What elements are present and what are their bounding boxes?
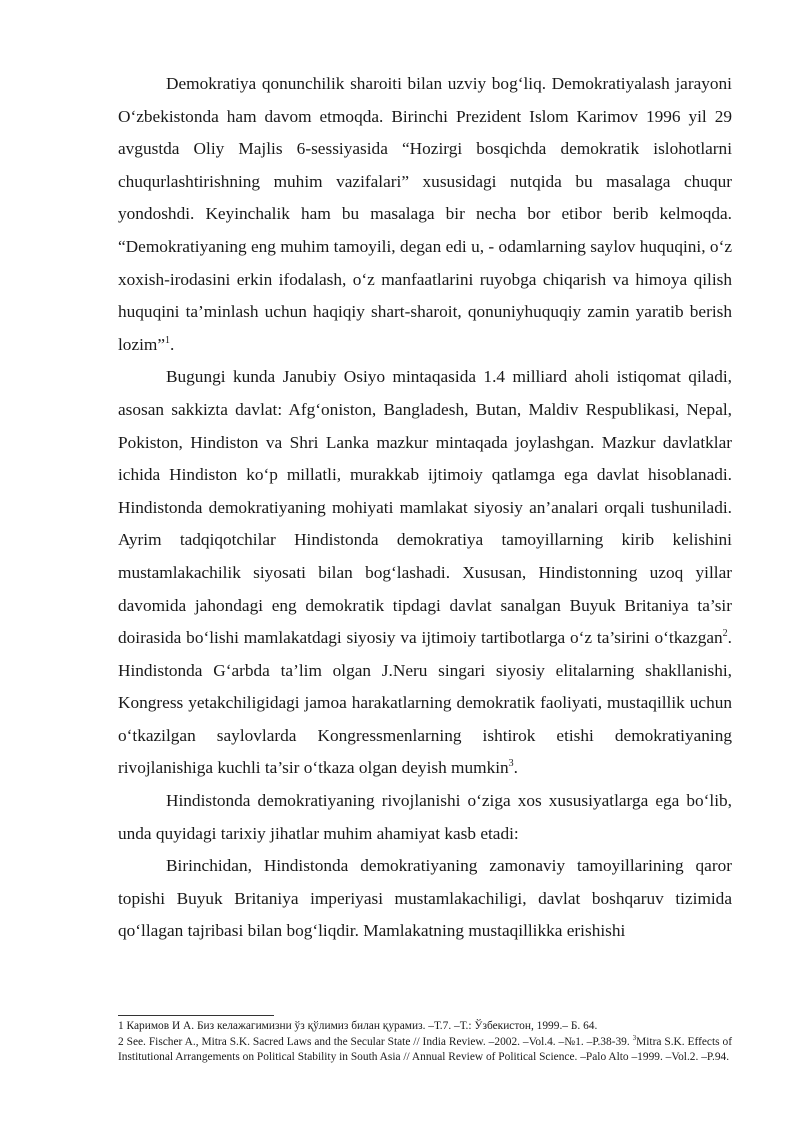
footnote-ref-3[interactable]: 3 [508,758,514,770]
document-body [118,68,732,948]
footnote-1: 1 Каримов И А. Биз келажагимизни ўз қўлимиз билан қурамиз. –Т.7. –Т.: Ўзбекистон, 1999.– Б. 64. [118,1020,598,1032]
paragraph-text: Birinchidan, Hindistonda demokratiyaning zamonaviy tamoyillarining qaror topishi Buyuk Britaniya imperiyasi mustamlakachiligi, davlat boshqaruv tizimida qo‘llagan tajribasi bilan bog‘liqdir. Mamlakatning mustaqillikka erishishi [118,856,732,941]
paragraph-4 [118,850,732,948]
paragraph-text: Bugungi kunda Janubiy Osiyo mintaqasida 1.4 milliard aholi istiqomat qiladi, asosan sakkizta davlat: Afg‘oniston, Bangladesh, Butan, Maldiv Respublikasi, Nepal, Pokiston, Hindiston va Shri Lanka mazkur mintaqada joylashgan. Mazkur davlatklar ichida Hindiston ko‘p millatli, murakkab ijtimoiy qatlamga ega davlat hisoblanadi. Hindistonda demokratiyaning mohiyati mamlakat siyosiy an’analari orqali tushuniladi. Ayrim tadqiqotchilar Hindistonda demokratiya tamoyillarning kirib kelishini mustamlakachilik siyosati bilan bog‘lashadi. Xususan, Hindistonning uzoq yillar davomida jahondagi eng demokratik tipdagi davlat sanalgan Buyuk Britaniya ta’sir doirasida bo‘lishi mamlakatdagi siyosiy va ijtimoiy tartibotlarga o‘z ta’sirini o‘tkazgan [118,367,732,648]
paragraph-tail-2: . [513,758,518,778]
footnote-ref-2[interactable]: 2 [722,628,728,640]
paragraph-tail: . Hindistonda G‘arbda ta’lim olgan J.Neru singari siyosiy elitalarning shakllanishi, Kongress yetakchiligidagi jamoa harakatlarning demokratik faoliyati, mustaqillik uchun o‘tkazilgan saylovlarda Kongressmenlarning ishtirok etishi demokratiyaning rivojlanishiga kuchli ta’sir o‘tkaza olgan deyish mumkin [118,628,732,778]
footnote-ref-1[interactable]: 1 [165,334,171,346]
paragraph-3 [118,785,732,850]
footnote-2: 2 See. Fischer A., Mitra S.K. Sacred Laws and the Secular State // India Review. –2002. –Vol.4. –№1. –P.38-39. [118,1035,633,1048]
paragraph-2 [118,361,732,785]
footnotes [118,1019,732,1066]
paragraph-text: Hindistonda demokratiyaning rivojlanishi o‘ziga xos xususiyatlarga ega bo‘lib, unda quyidagi tarixiy jihatlar muhim ahamiyat kasb etadi: [118,791,732,843]
footnote-divider [118,1015,274,1016]
paragraph-tail: . [170,334,175,354]
paragraph-text: Demokratiya qonunchilik sharoiti bilan uzviy bog‘liq. Demokratiyalash jarayoni O‘zbekistonda ham davom etmoqda. Birinchi Prezident Islom Karimov 1996 yil 29 avgustda Oliy Majlis 6-sessiyasida “Hozirgi bosqichda demokratik islohotlarni chuqurlashtirishning muhim vazifalari” xususidagi nutqida bu masalaga chuqur yondoshdi. Keyinchalik ham bu masalaga bir necha bor etibor berib kelmoqda. “Demokratiyaning eng muhim tamoyili, degan edi u, - odamlarning saylov huquqini, o‘z xoxish-irodasini erkin ifodalash, o‘z manfaatlarini ruyobga chiqarish va himoya qilish huquqini ta’minlash uchun haqiqiy shart-sharoit, qonuniyhuquqiy zamin yaratib berish lozim” [118,74,732,354]
footnote-2-3 [118,1035,732,1066]
footnote-3-marker: 3 [632,1033,637,1042]
footnote-3: Mitra S.K. Effects of Institutional Arrangements on Political Stability in South Asia // Annual Review of Political Science. –Palo Alto –1999. –Vol.2. –P.94. [118,1035,732,1064]
paragraph-1 [118,68,732,361]
